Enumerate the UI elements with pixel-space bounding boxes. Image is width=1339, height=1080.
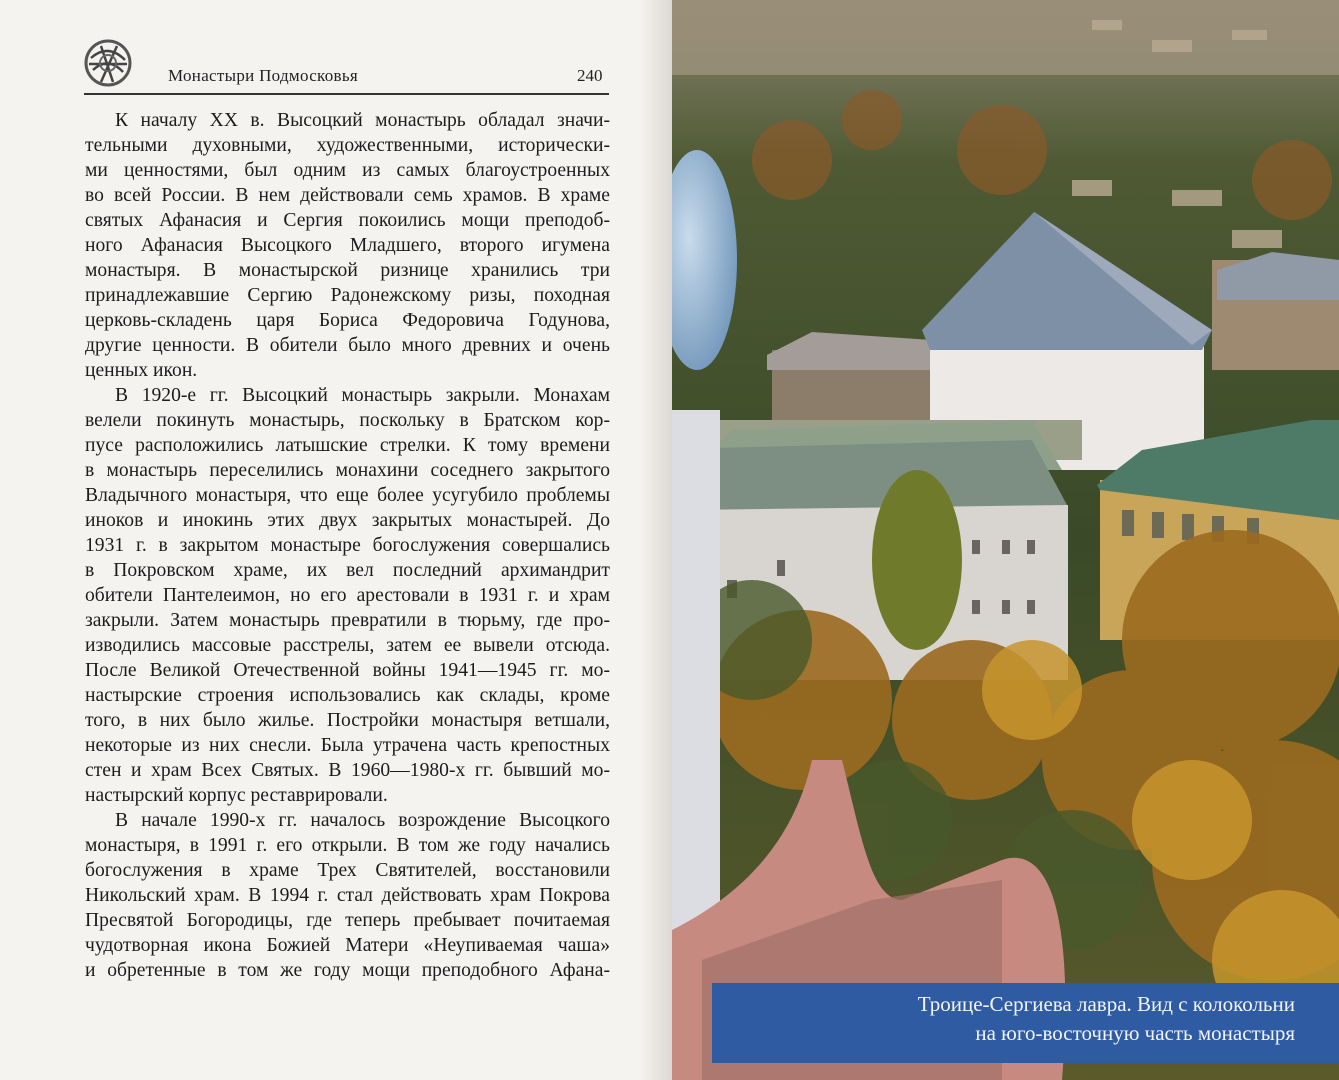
text-line: богослужения в храме Трех Святителей, восстановили (85, 860, 610, 881)
text-line: обители Пантелеимон, но его арестовали в 1931 г. и храм (85, 585, 610, 606)
caption-line-2: на юго-восточную часть монастыря (975, 1021, 1295, 1045)
text-line: в монастырь переселились монахини соседнего закрытого (85, 460, 610, 481)
caption-line-1: Троице-Сергиева лавра. Вид с колокольни (917, 992, 1295, 1016)
text-line: закрыли. Затем монастырь превратили в тюрьму, где про- (85, 610, 610, 631)
text-line: во всей России. В нем действовали семь храмов. В храме (85, 185, 610, 206)
text-line: монастыря. В монастырской ризнице хранились три (85, 260, 610, 281)
text-line: того, в них было жилье. Постройки монастыря ветшали, (85, 710, 610, 731)
text-line: церковь-складень царя Бориса Федоровича Годунова, (85, 310, 610, 331)
text-line: ми ценностями, был одним из самых благоустроенных (85, 160, 610, 181)
text-line: некоторые из них снесли. Была утрачена часть крепостных (85, 735, 610, 756)
text-line: В 1920-е гг. Высоцкий монастырь закрыли. Монахам (115, 385, 610, 406)
text-line: изводились массовые расстрелы, затем ее вывели отсюда. (85, 635, 610, 656)
text-line: К началу XX в. Высоцкий монастырь обладал значи- (115, 110, 610, 131)
page-gutter-shadow (640, 0, 672, 1080)
text-line: стен и храм Всех Святых. В 1960—1980-х гг. бывший мо- (85, 760, 610, 781)
text-line: Никольский храм. В 1994 г. стал действовать храм Покрова (85, 885, 610, 906)
text-line: принадлежавшие Сергию Радонежскому ризы, походная (85, 285, 610, 306)
text-line: и обретенные в том же году мощи преподобного Афана- (85, 960, 610, 981)
text-line: монастыря, в 1991 г. его открыли. В том же году начались (85, 835, 610, 856)
paragraph (85, 383, 610, 808)
photo-trinity-lavra (672, 0, 1339, 1080)
text-line: чудотворная икона Божией Матери «Неупиваемая чаша» (85, 935, 610, 956)
text-line: другие ценности. В обители было много древних и очень (85, 335, 610, 356)
text-line: иноков и инокинь этих двух закрытых монастырей. До (85, 510, 610, 531)
text-line: ного Афанасия Высоцкого Младшего, второго игумена (85, 235, 610, 256)
ornament-emblem-icon (83, 38, 133, 88)
text-line: велели покинуть монастырь, поскольку в Братском кор- (85, 410, 610, 431)
body-text (85, 108, 610, 983)
text-line: в Покровском храме, их вел последний архимандрит (85, 560, 610, 581)
page-number: 240 (577, 66, 603, 85)
photo-caption (712, 983, 1339, 1063)
text-line: настырские строения использовались как склады, кроме (85, 685, 610, 706)
text-line: В начале 1990-х гг. началось возрождение Высоцкого (115, 810, 610, 831)
header-rule (84, 93, 609, 95)
text-line: настырский корпус реставрировали. (85, 785, 388, 806)
running-title: Монастыри Подмосковья (168, 66, 359, 85)
text-line: святых Афанасия и Сергия покоились мощи преподоб- (85, 210, 610, 231)
text-line: После Великой Отечественной войны 1941—1945 гг. мо- (85, 660, 610, 681)
text-line: Владычного монастыря, что еще более усугубило проблемы (85, 485, 610, 506)
text-line: пусе расположились латышские стрелки. К тому времени (85, 435, 610, 456)
paragraph (85, 108, 610, 383)
paragraph (85, 808, 610, 983)
text-line: 1931 г. в закрытом монастыре богослужения совершались (85, 535, 610, 556)
text-line: ценных икон. (85, 360, 198, 381)
text-line: тельными духовными, художественными, исторически- (85, 135, 610, 156)
text-line: Пресвятой Богородицы, где теперь пребывает почитаемая (85, 910, 610, 931)
